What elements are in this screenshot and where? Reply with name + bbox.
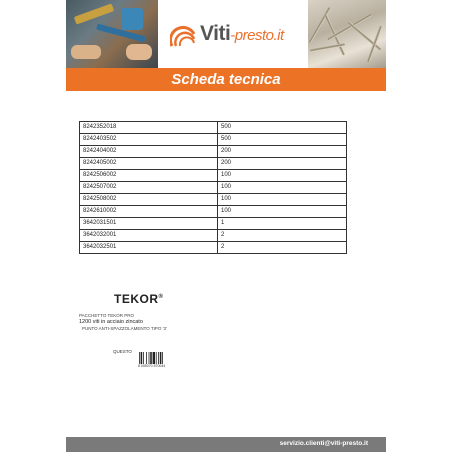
page-title: Scheda tecnica (171, 71, 281, 88)
qty-cell: 100 (218, 194, 347, 206)
footer (66, 437, 386, 452)
barcode (139, 352, 173, 364)
table-row (80, 218, 347, 230)
table-row (80, 206, 347, 218)
qty-cell: 500 (218, 134, 347, 146)
table-row (80, 182, 347, 194)
qty-cell: 100 (218, 206, 347, 218)
qty-cell: 200 (218, 146, 347, 158)
tekor-logo: TEKOR® (114, 292, 164, 306)
logo-arc-icon (170, 22, 196, 48)
barcode-bar (146, 352, 147, 364)
contact-email: servizio.clienti@viti-presto.it (279, 440, 368, 447)
barcode-bar (143, 352, 144, 364)
code-cell: 8242508002 (80, 194, 218, 206)
table-row (80, 122, 347, 134)
datasheet-page (66, 0, 386, 452)
code-cell: 8242352018 (80, 122, 218, 134)
table-row (80, 134, 347, 146)
table-row (80, 170, 347, 182)
codes-table (79, 121, 347, 254)
barcode-bar (160, 352, 162, 364)
code-cell: 8242610002 (80, 206, 218, 218)
qty-cell: 500 (218, 122, 347, 134)
qty-cell: 2 (218, 230, 347, 242)
qty-cell: 1 (218, 218, 347, 230)
code-cell: 8242404002 (80, 146, 218, 158)
tools-photo (66, 0, 158, 68)
barcode-bar (156, 352, 157, 364)
code-cell: 8242403502 (80, 134, 218, 146)
barcode-bar (162, 352, 163, 364)
product-line-1: PACCHETTO TEKOR PRO (79, 313, 135, 318)
viti-presto-logo (170, 20, 310, 50)
header (66, 0, 386, 68)
table-row (80, 158, 347, 170)
barcode-bar (158, 352, 159, 364)
barcode-bar (139, 352, 140, 364)
brand-name: Viti-presto.it (200, 22, 284, 45)
code-cell: 8242506002 (80, 170, 218, 182)
barcode-bar (141, 352, 143, 364)
title-band (66, 68, 386, 91)
qty-cell: 100 (218, 182, 347, 194)
table-row (80, 194, 347, 206)
questo-label: QUESTO (113, 349, 132, 354)
code-cell: 3642031501 (80, 218, 218, 230)
code-cell: 8242507002 (80, 182, 218, 194)
code-cell: 3642032001 (80, 230, 218, 242)
barcode-bar (150, 352, 152, 364)
table-row (80, 230, 347, 242)
code-cell: 3642032501 (80, 242, 218, 254)
code-cell: 8242405002 (80, 158, 218, 170)
screws-photo (308, 0, 386, 68)
product-line-2: 1200 viti in acciaio zincato (79, 319, 143, 325)
barcode-number: 8 005070 570044 (138, 364, 166, 368)
qty-cell: 100 (218, 170, 347, 182)
qty-cell: 2 (218, 242, 347, 254)
table-row (80, 146, 347, 158)
product-line-3: PUNTO ANTI-SPAZZOLAMENTO TIPO '3' (82, 326, 167, 331)
barcode-bar (149, 352, 150, 364)
qty-cell: 200 (218, 158, 347, 170)
table-row (80, 242, 347, 254)
barcode-bar (153, 352, 155, 364)
